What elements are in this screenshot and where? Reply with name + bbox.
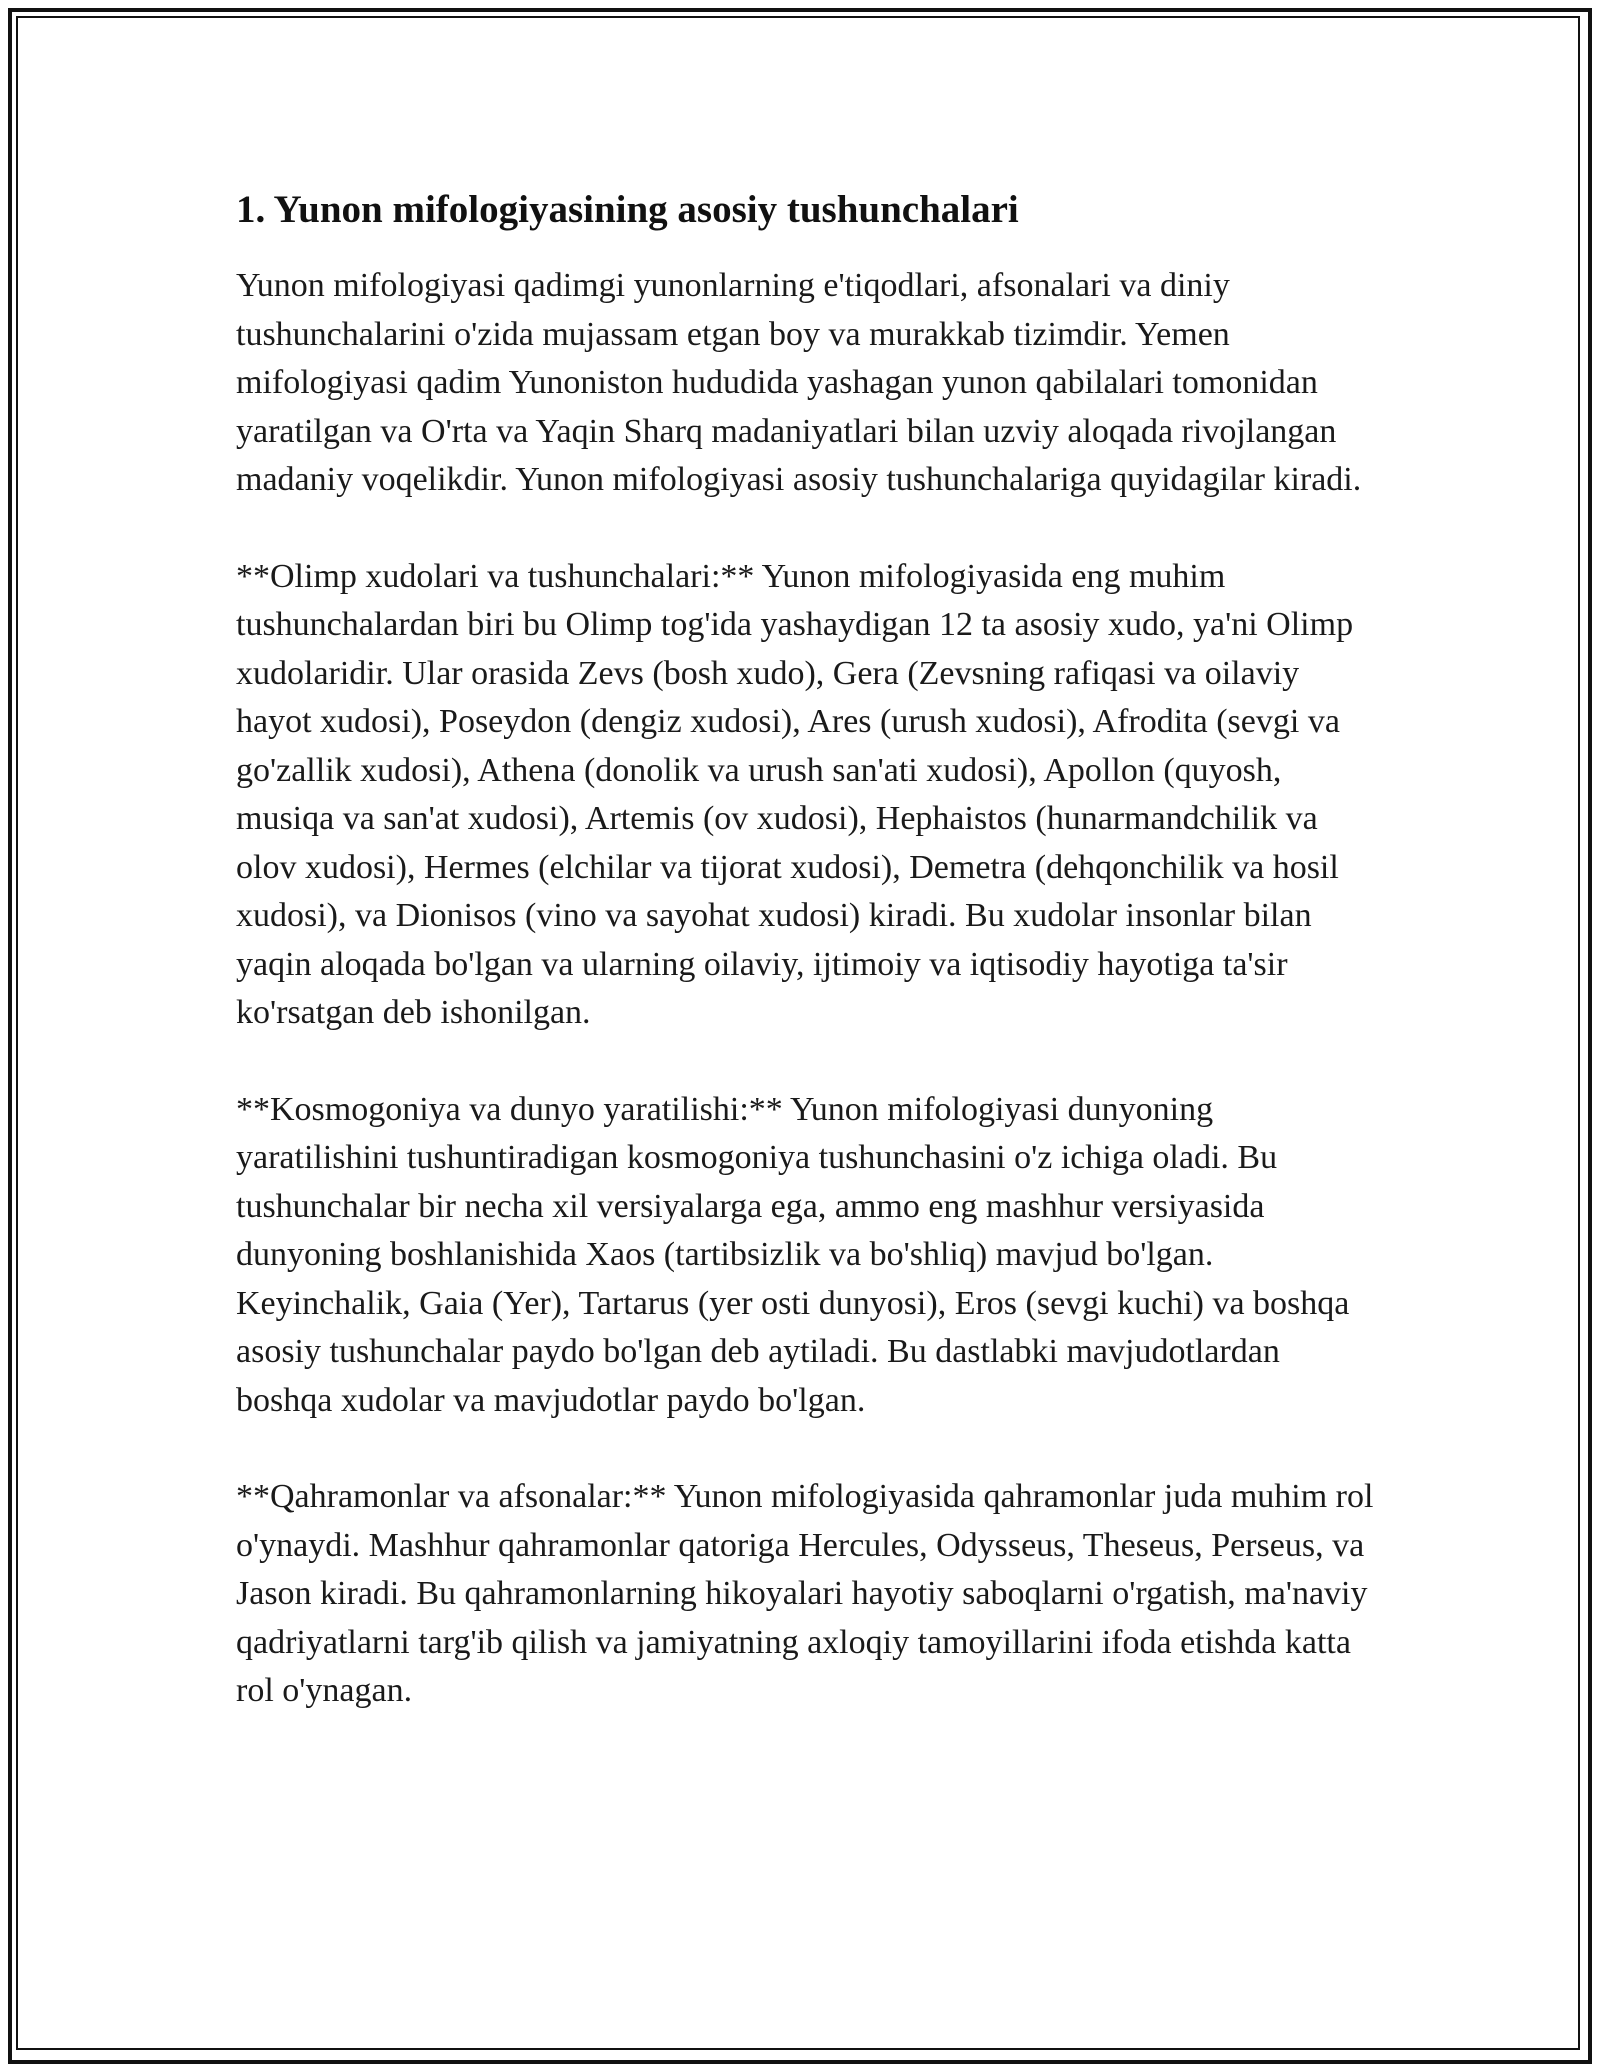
page-title: 1. Yunon mifologiyasining asosiy tushunchalari	[236, 188, 1019, 231]
paragraph-intro: Yunon mifologiyasi qadimgi yunonlarning e'tiqodlari, afsonalari va diniy tushunchalarini o'zida mujassam etgan boy va murakkab tizimdir. Yemen mifologiyasi qadim Yunoniston hududida yashagan yunon qabilalari tomonidan yaratilgan va O'rta va Yaqin Sharq madaniyatlari bilan uzviy aloqada rivojlangan madaniy voqelikdir. Yunon mifologiyasi asosiy tushunchalariga quyidagilar kiradi.	[236, 267, 1362, 498]
paragraph-olympian-gods: **Olimp xudolari va tushunchalari:** Yunon mifologiyasida eng muhim tushunchalardan biri bu Olimp tog'ida yashaydigan 12 ta asosiy xudo, ya'ni Olimp xudolaridir. Ular orasida Zevs (bosh xudo), Gera (Zevsning rafiqasi va oilaviy hayot xudosi), Poseydon (dengiz xudosi), Ares (urush xudosi), Afrodita (sevgi va go'zallik xudosi), Athena (donolik va urush san'ati xudosi), Apollon (quyosh, musiqa va san'at xudosi), Artemis (ov xudosi), Hephaistos (hunarmandchilik va olov xudosi), Hermes (elchilar va tijorat xudosi), Demetra (dehqonchilik va hosil xudosi), va Dionisos (vino va sayohat xudosi) kiradi. Bu xudolar insonlar bilan yaqin aloqada bo'lgan va ularning oilaviy, ijtimoiy va iqtisodiy hayotiga ta'sir ko'rsatgan deb ishonilgan.	[236, 557, 1354, 1031]
paragraph-heroes: **Qahramonlar va afsonalar:** Yunon mifologiyasida qahramonlar juda muhim rol o'ynaydi. Mashhur qahramonlar qatoriga Hercules, Odysseus, Theseus, Perseus, va Jason kiradi. Bu qahramonlarning hikoyalari hayotiy saboqlarni o'rgatish, ma'naviy qadriyatlarni targ'ib qilish va jamiyatning axloqiy tamoyillarini ifoda etishda katta rol o'ynagan.	[236, 1478, 1374, 1709]
document-body	[236, 186, 1376, 1764]
paragraph-cosmogony: **Kosmogoniya va dunyo yaratilishi:** Yunon mifologiyasi dunyoning yaratilishini tushuntiradigan kosmogoniya tushunchasini o'z ichiga oladi. Bu tushunchalar bir necha xil versiyalarga ega, ammo eng mashhur versiyasida dunyoning boshlanishida Xaos (tartibsizlik va bo'shliq) mavjud bo'lgan. Keyinchalik, Gaia (Yer), Tartarus (yer osti dunyosi), Eros (sevgi kuchi) va boshqa asosiy tushunchalar paydo bo'lgan deb aytiladi. Bu dastlabki mavjudotlardan boshqa xudolar va mavjudotlar paydo bo'lgan.	[236, 1090, 1350, 1419]
